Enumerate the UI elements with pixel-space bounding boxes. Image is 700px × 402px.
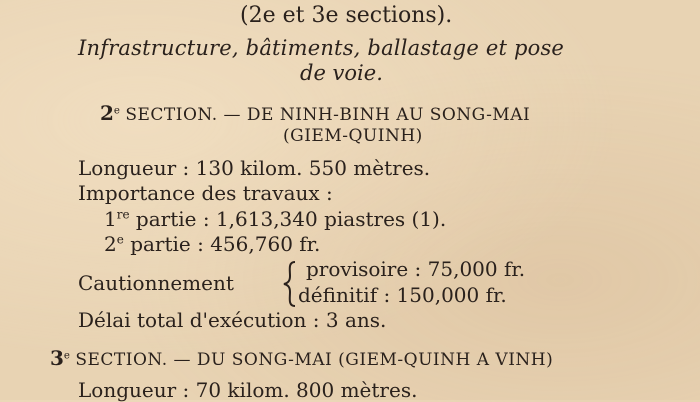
section-2-number-sup: e [113, 105, 120, 117]
sections-heading: (2e et 3e sections). [240, 3, 453, 28]
cautionnement-definitif: définitif : 150,000 fr. [298, 283, 507, 307]
section-3-longueur: Longueur : 70 kilom. 800 mètres. [78, 378, 418, 402]
cautionnement-label: Cautionnement [78, 271, 234, 295]
partie-1-number: 1 [104, 207, 117, 231]
partie-2-sup: e [116, 232, 124, 247]
partie-1-text: partie : 1,613,340 piastres (1). [129, 207, 447, 231]
cautionnement-provisoire: provisoire : 75,000 fr. [306, 257, 526, 281]
section-3-title: SECTION. — DU SONG-MAI (GIEM-QUINH A VINH) [75, 350, 554, 370]
section-2-importance-label: Importance des travaux : [78, 181, 333, 205]
subtitle-line-1: Infrastructure, bâtiments, ballastage et pose [78, 36, 565, 60]
section-2-subtitle: (GIEM-QUINH) [283, 126, 423, 146]
section-2-title: SECTION. — DE NINH-BINH AU SONG-MAI [125, 105, 531, 125]
section-2-delai: Délai total d'exécution : 3 ans. [78, 308, 387, 332]
section-2-longueur: Longueur : 130 kilom. 550 mètres. [78, 156, 431, 180]
section-2-heading [100, 103, 530, 124]
section-2-number: 2 [100, 101, 114, 125]
partie-1-sup: re [116, 207, 130, 222]
section-2-partie-2 [104, 234, 320, 254]
partie-2-text: partie : 456,760 fr. [123, 232, 321, 256]
section-3-heading [50, 348, 553, 369]
section-3-number: 3 [50, 346, 64, 370]
section-3-number-sup: e [63, 350, 70, 362]
curly-brace-icon [282, 260, 298, 308]
subtitle-line-2: de voie. [300, 61, 383, 85]
partie-2-number: 2 [104, 232, 117, 256]
section-2-partie-1 [104, 209, 446, 229]
